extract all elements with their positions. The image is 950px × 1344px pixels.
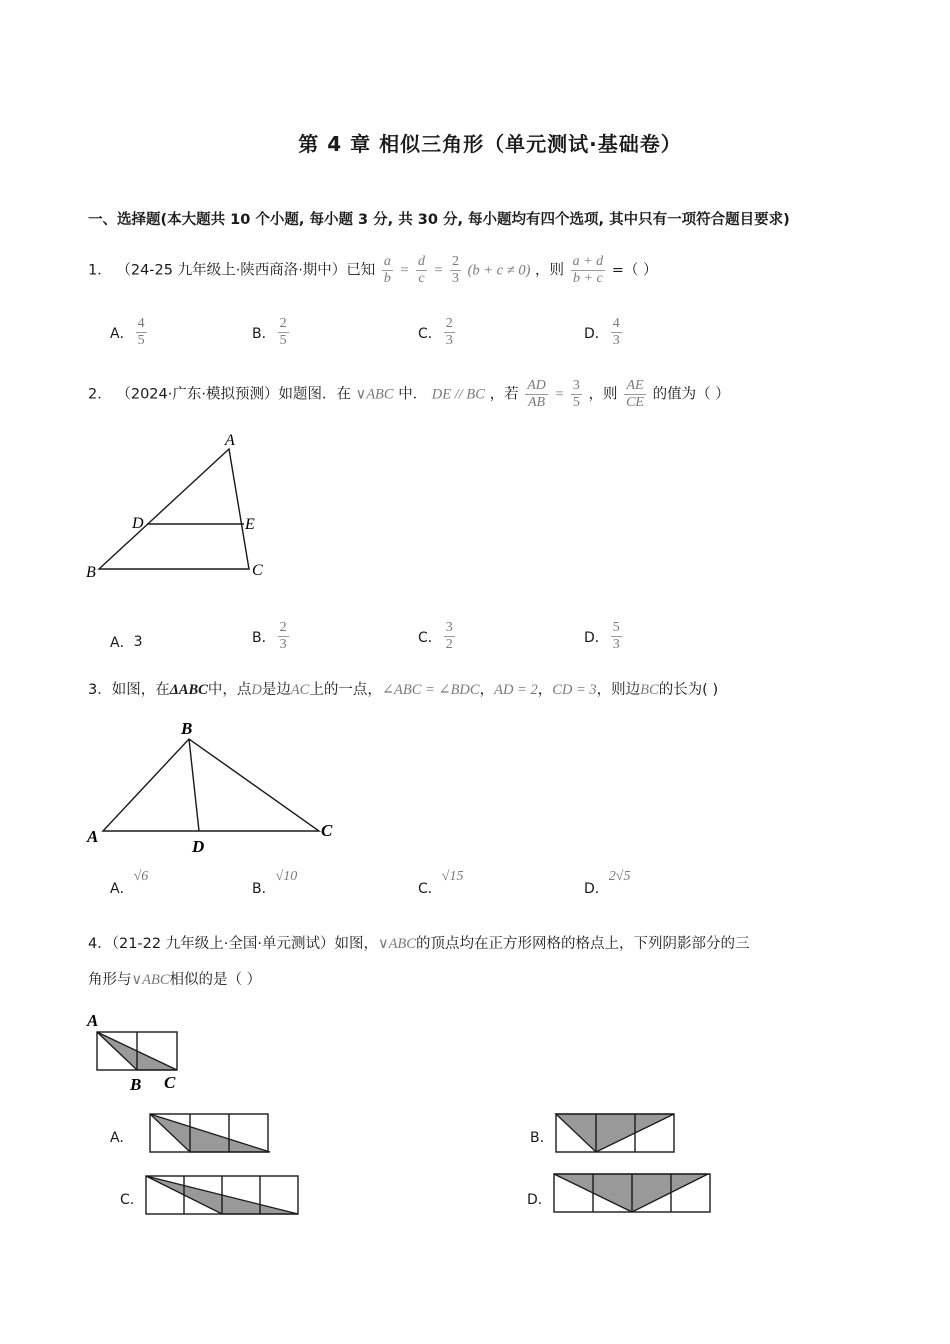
text: 的顶点均在正方形网格的格点上，下列阴影部分的三 <box>415 936 750 952</box>
label-D: D <box>132 515 144 532</box>
triangle-abc-shape <box>103 739 319 831</box>
fraction-2-3: $\frac{2}{3}$ <box>451 254 459 286</box>
fraction-a-b: $\frac{a}{b}$ <box>383 254 391 286</box>
q2-option-b[interactable]: B． $\frac{2}{3}$ <box>252 620 287 652</box>
question-source: （24-25 九年级上·陕西商洛·期中）已知 <box>116 262 376 279</box>
q2-figure <box>84 425 284 585</box>
label-C: C <box>164 1073 176 1092</box>
q3-option-b[interactable]: B．√10 <box>252 869 298 897</box>
condition: (b + c ≠ 0) <box>467 262 531 279</box>
label-A: A <box>87 827 99 846</box>
question-4-line-1 <box>88 934 749 954</box>
q4-option-a[interactable]: A. <box>110 1130 124 1146</box>
q3-option-c[interactable]: C．√15 <box>418 869 464 897</box>
then-text: ，则 <box>535 262 565 279</box>
equals-sign: = <box>433 262 444 279</box>
q2-option-d[interactable]: D． $\frac{5}{3}$ <box>584 620 620 652</box>
edge-bc: BC <box>640 682 659 698</box>
question-1 <box>88 254 657 287</box>
triangle-abc: ΔABC <box>169 682 208 698</box>
parallel-condition: DE // BC <box>431 386 485 403</box>
question-3 <box>88 680 718 700</box>
question-source: （21-22 九年级上·全国·单元测试）如图， <box>111 936 378 952</box>
question-number: 1． <box>88 262 112 279</box>
triangle-abc-shape <box>99 449 249 569</box>
text: 角形与 <box>88 972 132 988</box>
text: 中，点 <box>207 682 252 698</box>
text: ， <box>479 682 495 698</box>
equals-sign: = <box>554 386 565 403</box>
q1-option-b[interactable]: B． $\frac{2}{5}$ <box>252 316 287 348</box>
cd-length: CD = 3 <box>552 682 597 698</box>
q3-option-d[interactable]: D．2√5 <box>584 869 631 897</box>
q3-option-a[interactable]: A．√6 <box>110 869 149 897</box>
segment-bd <box>189 739 199 831</box>
label-A: A <box>87 1011 99 1030</box>
q2-option-c[interactable]: C． $\frac{3}{2}$ <box>418 620 453 652</box>
text: ，则 <box>588 386 618 403</box>
q2-option-a[interactable]: A．3 <box>110 634 143 651</box>
label-B: B <box>130 1075 142 1094</box>
triangle-abc: ∨ABC <box>355 386 394 403</box>
angle-condition: ∠ABC = ∠BDC <box>381 682 480 698</box>
label-B: B <box>86 564 96 581</box>
label-B: B <box>181 719 193 738</box>
point-d: D <box>251 682 262 698</box>
text: ，则边 <box>596 682 641 698</box>
q1-option-c[interactable]: C． $\frac{2}{3}$ <box>418 316 453 348</box>
equals-sign: = <box>399 262 410 279</box>
answer-blank: 的长为( ) <box>658 682 719 698</box>
label-A: A <box>225 432 235 449</box>
q4-option-b[interactable]: B. <box>530 1130 545 1146</box>
question-number: 3． <box>88 682 112 698</box>
label-C: C <box>321 821 333 840</box>
text: 上的一点， <box>309 682 382 698</box>
edge-ac: AC <box>290 682 310 698</box>
triangle-abc: ∨ABC <box>377 936 416 952</box>
fraction-d-c: $\frac{d}{c}$ <box>417 254 425 286</box>
label-C: C <box>252 562 263 579</box>
text: 如图，在 <box>111 682 170 698</box>
q4-option-d[interactable]: D. <box>527 1192 543 1208</box>
q4-reference-figure <box>84 1008 194 1096</box>
text: 是边 <box>261 682 291 698</box>
label-E: E <box>245 516 255 533</box>
section-heading: 一、选择题(本大题共 10 个小题, 每小题 3 分, 共 30 分, 每小题均有四个选项, 其中只有一项符合题目要求) <box>88 212 790 228</box>
question-number: 4． <box>88 936 112 952</box>
question-source: （2024·广东·模拟预测）如题图．在 <box>116 386 351 403</box>
q4-option-d-figure[interactable] <box>552 1172 714 1216</box>
answer-blank: =（ ） <box>611 262 658 279</box>
q4-option-b-figure[interactable] <box>554 1112 678 1156</box>
triangle-abc: ∨ABC <box>131 972 170 988</box>
question-2 <box>88 378 730 411</box>
question-number: 2． <box>88 386 112 403</box>
text: ，若 <box>489 386 519 403</box>
q3-figure <box>84 715 344 860</box>
q4-option-a-figure[interactable] <box>148 1112 272 1156</box>
fraction-3-5: $\frac{3}{5}$ <box>572 378 580 410</box>
text: 中． <box>398 386 428 403</box>
q4-option-c[interactable]: C. <box>120 1192 135 1208</box>
fraction-target: $\frac{a + d}{b + c}$ <box>572 254 604 286</box>
q1-option-d[interactable]: D． $\frac{4}{3}$ <box>584 316 620 348</box>
q1-option-a[interactable]: A． $\frac{4}{5}$ <box>110 316 145 348</box>
text: ， <box>537 682 553 698</box>
q4-option-c-figure[interactable] <box>144 1174 302 1218</box>
answer-blank: 的值为（ ） <box>652 386 730 403</box>
fraction-ae-ce: $\frac{AE}{CE}$ <box>626 378 644 410</box>
page-title: 第 4 章 相似三角形（单元测试·基础卷） <box>298 132 682 156</box>
question-4-line-2 <box>88 970 261 990</box>
fraction-ad-ab: $\frac{AD}{AB}$ <box>527 378 546 410</box>
label-D: D <box>192 837 205 856</box>
ad-length: AD = 2 <box>494 682 538 698</box>
answer-blank: 相似的是（ ） <box>169 972 262 988</box>
